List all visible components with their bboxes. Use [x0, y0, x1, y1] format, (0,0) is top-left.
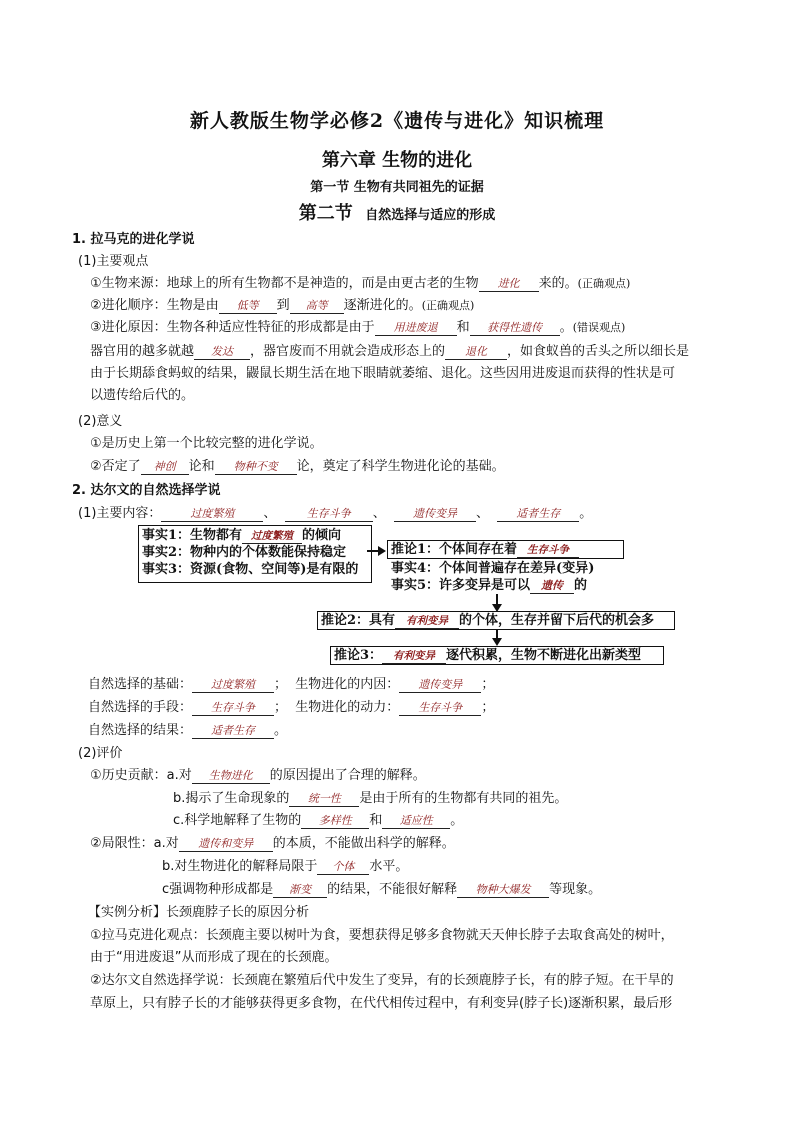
text-segment: ①生物来源：地球上的所有生物都不是神造的，而是由更古老的生物 — [90, 276, 479, 291]
text-segment: 器官用的越多就越 — [90, 344, 195, 359]
text-segment: 的倾向 — [302, 528, 342, 543]
lamarck-significance-1: ①是历史上第一个比较完整的进化学说。 — [90, 436, 323, 451]
label: 自然选择的基础： — [88, 677, 193, 692]
answer-blank: 退化 — [445, 345, 507, 360]
note-correct: (正确观点) — [577, 277, 631, 290]
text-segment: ，器官废而不用就会造成形态上的 — [250, 344, 446, 359]
label: 生物进化的内因： — [295, 677, 400, 692]
text-segment: 论和 — [188, 459, 215, 474]
text-segment: ③进化原因：生物各种适应性特征的形成都是由于 — [90, 320, 375, 335]
text-segment: 逐渐进化的。 — [343, 298, 422, 313]
contribution-a — [90, 765, 426, 787]
text-segment: 的 — [574, 578, 588, 593]
period: 。 — [274, 723, 288, 738]
fact-2: 事实2：物种内的个体数能保持稳定 — [142, 545, 347, 560]
lamarck-explanation-line-1 — [90, 341, 689, 363]
label: 自然选择的手段： — [88, 700, 193, 715]
text-segment: 的结果，不能很好解释 — [327, 882, 458, 897]
answer-blank: 生存斗争 — [399, 701, 481, 716]
separator: 、 — [475, 506, 489, 521]
text-segment: 事实5：许多变异是可以 — [391, 578, 531, 593]
section-2-name: 自然选择与适应的形成 — [365, 208, 496, 223]
answer-blank: 遗传变异 — [399, 678, 481, 693]
text-segment: 和 — [456, 320, 470, 335]
note-wrong: (错误观点) — [572, 321, 626, 334]
section-2-prefix: 第二节 — [298, 203, 353, 224]
answer-blank: 进化 — [479, 277, 539, 292]
separator: 、 — [372, 506, 386, 521]
text-segment: 水平。 — [369, 859, 409, 874]
text-segment: 和 — [369, 813, 383, 828]
darwin-main-content — [78, 503, 592, 525]
answer-blank: 个体 — [317, 860, 369, 875]
answer-blank: 过度繁殖 — [192, 678, 274, 693]
text-segment: 等现象。 — [549, 882, 602, 897]
lamarck-sub-main-points: (1)主要观点 — [78, 254, 149, 269]
period: 。 — [579, 506, 593, 521]
example-lamarck-line-2: 由于“用进废退”从而形成了现在的长颈鹿。 — [90, 950, 338, 965]
text-segment: 逐代积累，生物不断进化出新类型 — [446, 648, 642, 663]
answer-blank: 遗传和变异 — [179, 837, 273, 852]
answer-blank: 高等 — [290, 299, 344, 314]
contribution-b — [173, 788, 567, 810]
answer-blank: 过度繁殖 — [161, 507, 263, 522]
answer-blank: 用进废退 — [375, 321, 457, 336]
answer-blank: 生物进化 — [192, 769, 270, 784]
text-segment: 推论1：个体间存在着 — [391, 542, 518, 557]
text-segment: ②进化顺序：生物是由 — [90, 298, 219, 313]
separator: ； — [274, 677, 288, 692]
chapter-title: 第六章 生物的进化 — [321, 150, 473, 171]
text-segment: 推论2：具有 — [321, 613, 396, 628]
limitation-c — [162, 879, 601, 901]
lamarck-point-cause — [90, 317, 625, 339]
inference-2 — [321, 612, 671, 629]
answer-blank: 过度繁殖 — [242, 530, 302, 544]
fact-3: 事实3：资源(食物、空间等)是有限的 — [142, 562, 359, 577]
text-segment: ②局限性：a.对 — [90, 836, 179, 851]
limitation-a — [90, 833, 455, 855]
answer-blank: 神创 — [141, 460, 189, 475]
answer-blank: 遗传 — [530, 579, 574, 594]
note-correct: (正确观点) — [421, 299, 475, 312]
answer-blank: 生存斗争 — [517, 544, 579, 558]
answer-blank: 获得性遗传 — [470, 321, 560, 336]
text-segment: (1)主要内容： — [78, 506, 162, 521]
answer-blank: 适者生存 — [497, 507, 579, 522]
answer-blank: 渐变 — [273, 883, 327, 898]
text-segment: ①历史贡献：a.对 — [90, 768, 192, 783]
text-segment: ②否定了 — [90, 459, 141, 474]
separator: 、 — [263, 506, 277, 521]
fact-4: 事实4：个体间普遍存在差异(变异) — [391, 561, 595, 576]
inference-1-box — [387, 540, 624, 559]
separator: ； — [274, 700, 288, 715]
answer-blank: 多样性 — [301, 814, 369, 829]
separator: ； — [481, 677, 495, 692]
text-segment: c强调物种形成都是 — [162, 882, 274, 897]
summary-means-row — [88, 697, 494, 719]
answer-blank: 物种不变 — [215, 460, 297, 475]
lamarck-significance-2 — [90, 456, 505, 478]
text-segment: 的个体，生存并留下后代的机会多 — [459, 613, 655, 628]
text-segment: 的本质，不能做出科学的解释。 — [272, 836, 455, 851]
answer-blank: 遗传变异 — [394, 507, 476, 522]
answer-blank: 生存斗争 — [285, 507, 373, 522]
arrow-head-right — [378, 546, 386, 556]
example-darwin-line-2: 草原上，只有脖子长的才能够获得更多食物，在代代相传过程中，有利变异(脖子长)逐渐积累，最后形 — [90, 996, 673, 1011]
text-segment: 论，奠定了科学生物进化论的基础。 — [296, 459, 505, 474]
darwin-heading: 2. 达尔文的自然选择学说 — [72, 483, 221, 498]
main-title: 新人教版生物学必修2《遗传与进化》知识梳理 — [189, 110, 605, 132]
answer-blank: 低等 — [219, 299, 277, 314]
lamarck-heading: 1. 拉马克的进化学说 — [72, 232, 195, 247]
text-segment: b.揭示了生命现象的 — [173, 791, 290, 806]
answer-blank: 物种大爆发 — [457, 883, 549, 898]
facts-box — [138, 525, 372, 583]
inference-1 — [391, 541, 620, 558]
example-darwin-line-1: ②达尔文自然选择学说：长颈鹿在繁殖后代中发生了变异，有的长颈鹿脖子长，有的脖子短。在干旱的 — [90, 973, 674, 988]
lamarck-explanation-line-2: 由于长期舔食蚂蚁的结果，鼹鼠长期生活在地下眼睛就萎缩、退化。这些因用进废退而获得的性状是可 — [90, 366, 676, 381]
answer-blank: 发达 — [194, 345, 250, 360]
inference-3-box — [330, 646, 664, 665]
lamarck-point-origin — [90, 273, 630, 295]
text-segment: c.科学地解释了生物的 — [173, 813, 302, 828]
text-segment: 来的。 — [538, 276, 578, 291]
label: 生物进化的动力： — [295, 700, 400, 715]
lamarck-explanation-line-3: 以遗传给后代的。 — [90, 388, 195, 403]
lamarck-sub-significance: (2)意义 — [78, 414, 123, 429]
answer-blank: 有利变异 — [382, 650, 446, 664]
text-segment: 是由于所有的生物都有共同的祖先。 — [359, 791, 568, 806]
fact-1 — [142, 527, 368, 544]
label: 自然选择的结果： — [88, 723, 193, 738]
answer-blank: 统一性 — [289, 792, 359, 807]
answer-blank: 适者生存 — [192, 724, 274, 739]
separator: ； — [481, 700, 495, 715]
section-1-title: 第一节 生物有共同祖先的证据 — [310, 180, 484, 195]
arrow-head-down — [492, 638, 502, 646]
contribution-c — [173, 810, 463, 832]
text-segment: 。 — [450, 813, 464, 828]
summary-basis-row — [88, 674, 494, 696]
example-heading: 【实例分析】长颈鹿脖子长的原因分析 — [88, 905, 310, 920]
text-segment: 推论3： — [334, 648, 383, 663]
text-segment: 。 — [559, 320, 573, 335]
example-lamarck-line-1: ①拉马克进化观点：长颈鹿主要以树叶为食，要想获得足够多食物就天天伸长脖子去取食高处的树叶， — [90, 928, 674, 943]
darwin-evaluation-heading: (2)评价 — [78, 746, 123, 761]
summary-result-row — [88, 720, 287, 742]
answer-blank: 适应性 — [382, 814, 450, 829]
answer-blank: 有利变异 — [395, 615, 459, 629]
text-segment: 到 — [276, 298, 290, 313]
inference-3 — [334, 647, 660, 664]
fact-5 — [391, 577, 587, 594]
limitation-b — [162, 856, 408, 878]
text-segment: ，如食蚁兽的舌头之所以细长是 — [507, 344, 690, 359]
lamarck-point-order — [90, 295, 474, 317]
text-segment: b.对生物进化的解释局限于 — [162, 859, 318, 874]
answer-blank: 生存斗争 — [192, 701, 274, 716]
inference-2-box — [317, 611, 675, 630]
text-segment: 事实1：生物都有 — [142, 528, 243, 543]
text-segment: 的原因提出了合理的解释。 — [269, 768, 426, 783]
section-2-title — [0, 199, 794, 225]
